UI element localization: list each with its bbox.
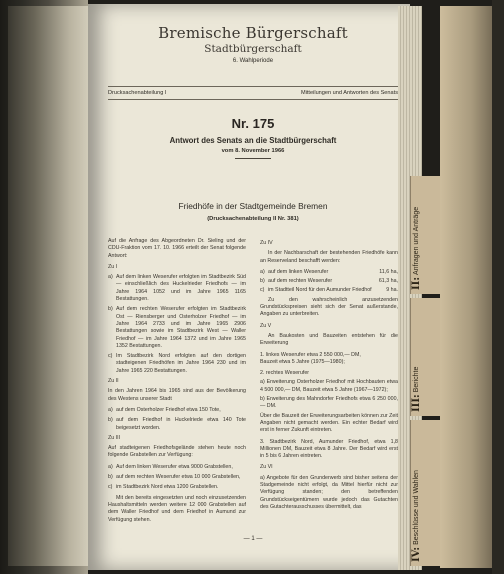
tab-label-3: III: Berichte <box>411 366 422 412</box>
list-item: a) Auf dem linken Weserufer etwa 9000 Grabstellen, <box>108 463 233 470</box>
section-4-intro: In der Nachbarschaft der bestehenden Friedhöfe kann an Reserveland beschafft werden: <box>260 250 398 264</box>
section-title-4: Zu IV <box>260 240 273 246</box>
section-3-closing: Mit den bereits eingesetzten und noch einzusetzenden Haushaltsmitteln werden weitere 12 000 Grabstellen auf dem Waller Friedhof und dem Friedhof in Aumund zur Verfügung stehen. <box>108 494 246 523</box>
section-title-1: Zu I <box>108 263 118 270</box>
section-tab-4[interactable] <box>410 420 442 566</box>
list-item: a) Auf dem linken Weserufer erfolgten im Stadtbezirk Süd — einschließlich des Huckelrieder Friedhofs — im Jahre 1964 1052 und im Jahre 1965 1165 Bestattungen. <box>108 274 246 303</box>
divider <box>235 158 271 159</box>
tab-label-4: IV: Beschlüsse und Wahlen <box>411 470 422 562</box>
document-number: Nr. 175 <box>231 116 275 131</box>
parliament-title: Bremische Bürgerschaft <box>158 24 348 42</box>
item-2b: b) Erweiterung des Mahndorfer Friedhofs etwa 6 250 000,— DM. <box>260 396 398 410</box>
reference-line: (Drucksachenabteilung II Nr. 381) <box>207 216 299 222</box>
list-item: b) auf dem rechten Weserufer etwa 10 000 Grabstellen, <box>108 474 241 481</box>
item-1-title: 1. linkes Weserufer etwa 2 550 000,— DM, <box>260 351 361 358</box>
list-item: a) auf dem Osterholzer Friedhof etwa 150 Tote, <box>108 406 221 413</box>
section-4-closing: Zu den wahrscheinlich anzusetzenden Grundstückspreisen sieht sich der Senat außerstande, Angaben zu unterbreiten. <box>260 296 398 318</box>
binder-left-edge <box>8 6 96 566</box>
running-header <box>108 86 398 100</box>
list-item: c) im Stadtbezirk Nord etwa 1200 Grabstellen. <box>108 484 219 491</box>
right-column <box>260 238 398 515</box>
document-date: vom 8. November 1966 <box>221 148 285 154</box>
page-number: — 1 — <box>243 536 263 542</box>
topic-heading: Friedhöfe in der Stadtgemeinde Bremen <box>178 201 328 211</box>
legislative-period: 6. Wahlperiode <box>232 58 274 64</box>
section-tab-3[interactable] <box>410 298 442 416</box>
intro-paragraph: Auf die Anfrage des Abgeordneten Dr. Sieling und der CDU-Fraktion vom 17. 10. 1966 erteilt der Senat folgende Antwort: <box>108 238 246 259</box>
section-2-intro: In den Jahren 1964 bis 1965 sind aus der Bevölkerung des Westens unserer Stadt <box>108 388 246 402</box>
section-3-intro: Auf stadteigenen Friedhofsgelände stehen heute noch folgende Grabstellen zur Verfügung: <box>108 445 246 459</box>
list-item: b) auf dem Friedhof in Huckelriede etwa 140 Tote beigesetzt worden. <box>108 417 246 431</box>
item-3: 3. Stadtbezirk Nord, Aumunder Friedhof, etwa 1,8 Millionen DM, Bauzeit etwa 8 Jahre. Der Bedarf wird erst in 5 bis 6 Jahren eintreten. <box>260 438 398 460</box>
section-tab-2[interactable] <box>410 176 442 294</box>
list-item: b) Auf dem rechten Weserufer erfolgten im Stadtbezirk Ost — Riensberger und Osterholzer Friedhof — im Jahre 1964 2733 und im Jahre 1965 2906 Bestattungen sowie im Stadtbezirk West — Waller Friedhof — im Jahre 1964 1372 und im Jahre 1965 1352 Bestattungen. <box>108 306 246 349</box>
item-2-title: 2. rechtes Weserufer <box>260 370 310 377</box>
left-column <box>108 238 246 528</box>
document-heading: Antwort des Senats an die Stadtbürgerschaft <box>169 136 337 145</box>
item-2-note: Über die Bauzeit der Erweiterungsarbeiten können zur Zeit Angaben nicht gemacht werden. Ein echter Bedarf wird erst in ferner Zukunft eintreten. <box>260 412 398 434</box>
item-1-sub: Bauzeit etwa 5 Jahre (1975—1980); <box>260 358 345 365</box>
reserve-row: b) auf dem rechten Weserufer 61,3 ha, <box>260 278 398 285</box>
reserve-row: a) auf dem linken Weserufer 11,6 ha, <box>260 268 398 275</box>
section-title-6: Zu VI <box>260 464 273 471</box>
reserve-row: c) im Stadtteil Nord für den Aumunder Friedhof 9 ha. <box>260 287 398 294</box>
header-left: Drucksachenabteilung I <box>108 90 167 96</box>
list-item: c) Im Stadtbezirk Nord erfolgten auf den dortigen stadteigenen Friedhöfen im Jahre 1964 230 und im Jahre 1965 220 Bestattungen. <box>108 353 246 374</box>
section-title-3: Zu III <box>108 434 121 441</box>
binder-tab-stack <box>440 6 492 568</box>
chamber-subtitle: Stadtbürgerschaft <box>204 43 302 55</box>
item-2a: a) Erweiterung Osterholzer Friedhof mit Hochbauten etwa 4 500 000,— DM, Bauzeit etwa 5 Jahre (1967—1972); <box>260 379 398 393</box>
header-right: Mitteilungen und Antworten des Senats <box>300 90 398 96</box>
page-content <box>108 24 398 542</box>
section-title-5: Zu V <box>260 322 272 329</box>
section-5-intro: An Baukosten und Bauzeiten entstehen für die Erweiterung <box>260 332 398 347</box>
background-right <box>492 0 504 574</box>
tab-label-2: II: Anfragen und Anträge <box>411 206 422 290</box>
section-6-text: a) Angebote für den Grunderwerb sind bisher seitens der Stadgemeinde nicht erfolgt, da Mittel hierfür nicht zur Verfügung standen; den betreffenden Grundstückseigentümern wurde jedoch das Gutachten des Gutachterausschusses übermittelt, das <box>260 474 398 510</box>
section-title-2: Zu II <box>108 378 119 385</box>
